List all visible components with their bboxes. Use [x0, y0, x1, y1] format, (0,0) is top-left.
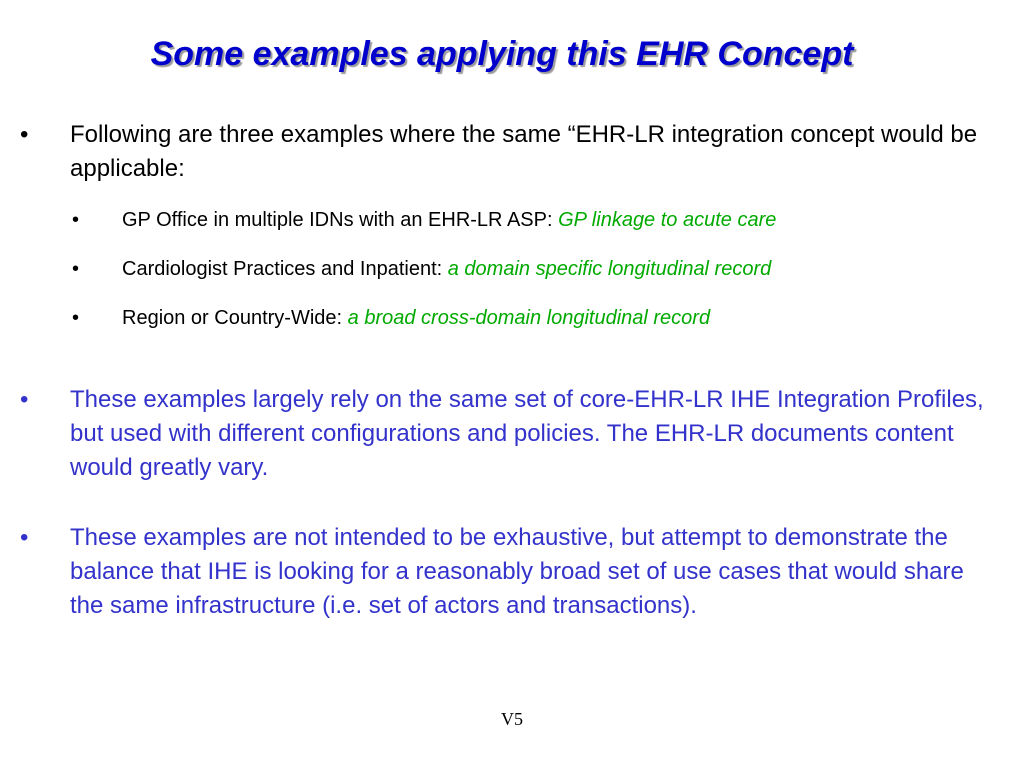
example-label: Cardiologist Practices and Inpatient: — [122, 258, 448, 280]
example-highlight: a broad cross-domain longitudinal record — [347, 307, 711, 329]
example-text — [122, 304, 710, 332]
example-text — [122, 206, 776, 234]
bullet-marker: • — [72, 307, 80, 329]
intro-text: Following are three examples where the same “EHR-LR integration concept would be applicable: — [70, 121, 978, 182]
example-label: Region or Country-Wide: — [122, 307, 348, 329]
example-highlight: GP linkage to acute care — [558, 209, 777, 231]
slide-footer-version: V5 — [501, 709, 523, 729]
slide-title: Some examples applying this EHR Concept — [150, 35, 854, 73]
example-label: GP Office in multiple IDNs with an EHR-LR ASP: — [122, 209, 559, 231]
example-highlight: a domain specific longitudinal record — [447, 258, 772, 280]
bullet-marker: • — [72, 209, 80, 231]
reliance-text: These examples largely rely on the same set of core-EHR-LR IHE Integration Profiles, but used with different configurations and policies. The EHR-LR documents content would greatly vary. — [70, 386, 984, 481]
bullet-marker: • — [72, 258, 80, 280]
example-text — [122, 255, 771, 283]
scope-text: These examples are not intended to be exhaustive, but attempt to demonstrate the balance that IHE is looking for a reasonably broad set of use cases that would share the same infrastructure (i.e. set of actors and transactions). — [70, 524, 964, 619]
bullet-marker: • — [20, 524, 29, 551]
bullet-marker: • — [20, 121, 29, 148]
bullet-marker: • — [20, 386, 29, 413]
